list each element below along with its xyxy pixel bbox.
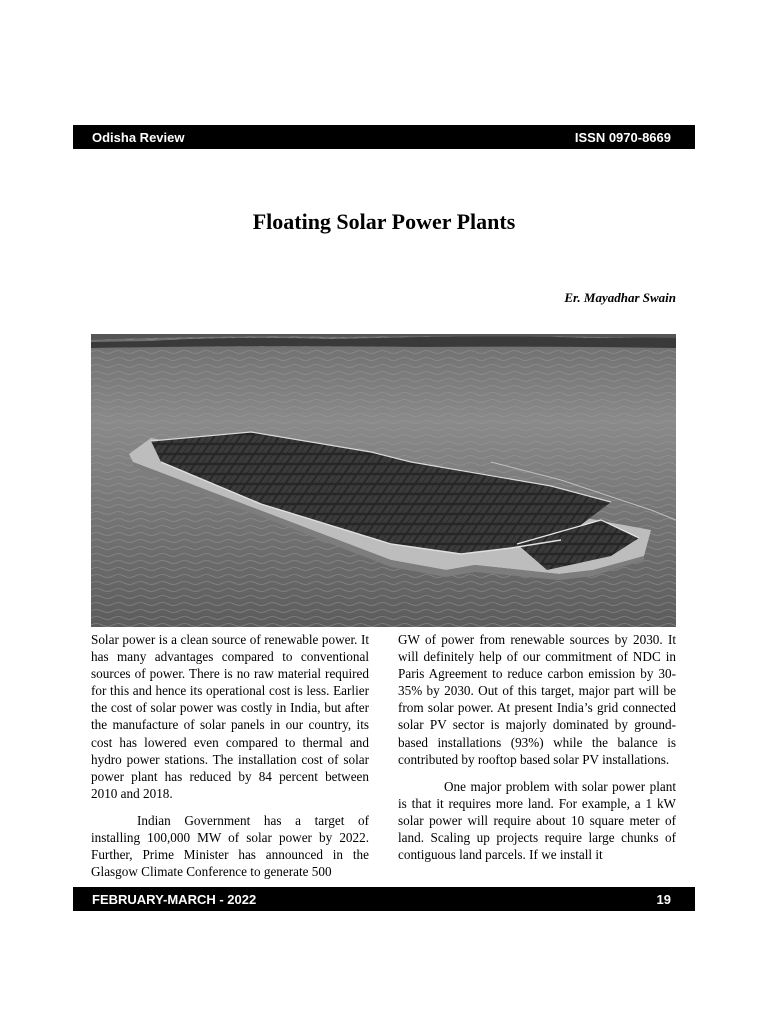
- page-number: 19: [656, 891, 671, 907]
- header-bar: [73, 125, 695, 149]
- journal-name: Odisha Review: [92, 129, 185, 145]
- paragraph: GW of power from renewable sources by 2030. It will definitely help of our commitment of NDC in Paris Agreement to reduce carbon emission by 30-35% by 2030. Out of this target, major part will be from solar power. At present India’s grid connected solar PV sector is majorly dominated by ground-based installations (93%) while the balance is contributed by rooftop based solar PV installations.: [398, 632, 676, 767]
- right-text-column: [398, 631, 676, 863]
- issn-label: ISSN 0970-8669: [574, 129, 671, 145]
- paragraph: Indian Government has a target of installing 100,000 MW of solar power by 2022. Further, Prime Minister has announced in the Glasgow Climate Conference to generate 500: [91, 812, 369, 880]
- article-author: Er. Mayadhar Swain: [564, 290, 676, 305]
- issue-date: FEBRUARY-MARCH - 2022: [92, 891, 257, 907]
- paragraph: One major problem with solar power plant is that it requires more land. For example, a 1 kW solar power will require about 10 square meter of land. Scaling up projects require large chunks of contiguous land parcels. If we install it: [398, 778, 676, 863]
- left-text-column: [91, 631, 369, 880]
- article-title: Floating Solar Power Plants: [252, 209, 516, 234]
- footer-bar: [73, 887, 695, 911]
- paragraph: Solar power is a clean source of renewable power. It has many advantages compared to conventional sources of power. There is no raw material required for this and hence its operational cost is less. Earlier the cost of solar power was costly in India, but after the manufacture of solar panels in our country, its cost has lowered even compared to thermal and hydro power stations. The installation cost of solar power plant has reduced by 84 percent between 2010 and 2018.: [91, 632, 369, 801]
- floating-solar-panels-photo: [91, 334, 676, 627]
